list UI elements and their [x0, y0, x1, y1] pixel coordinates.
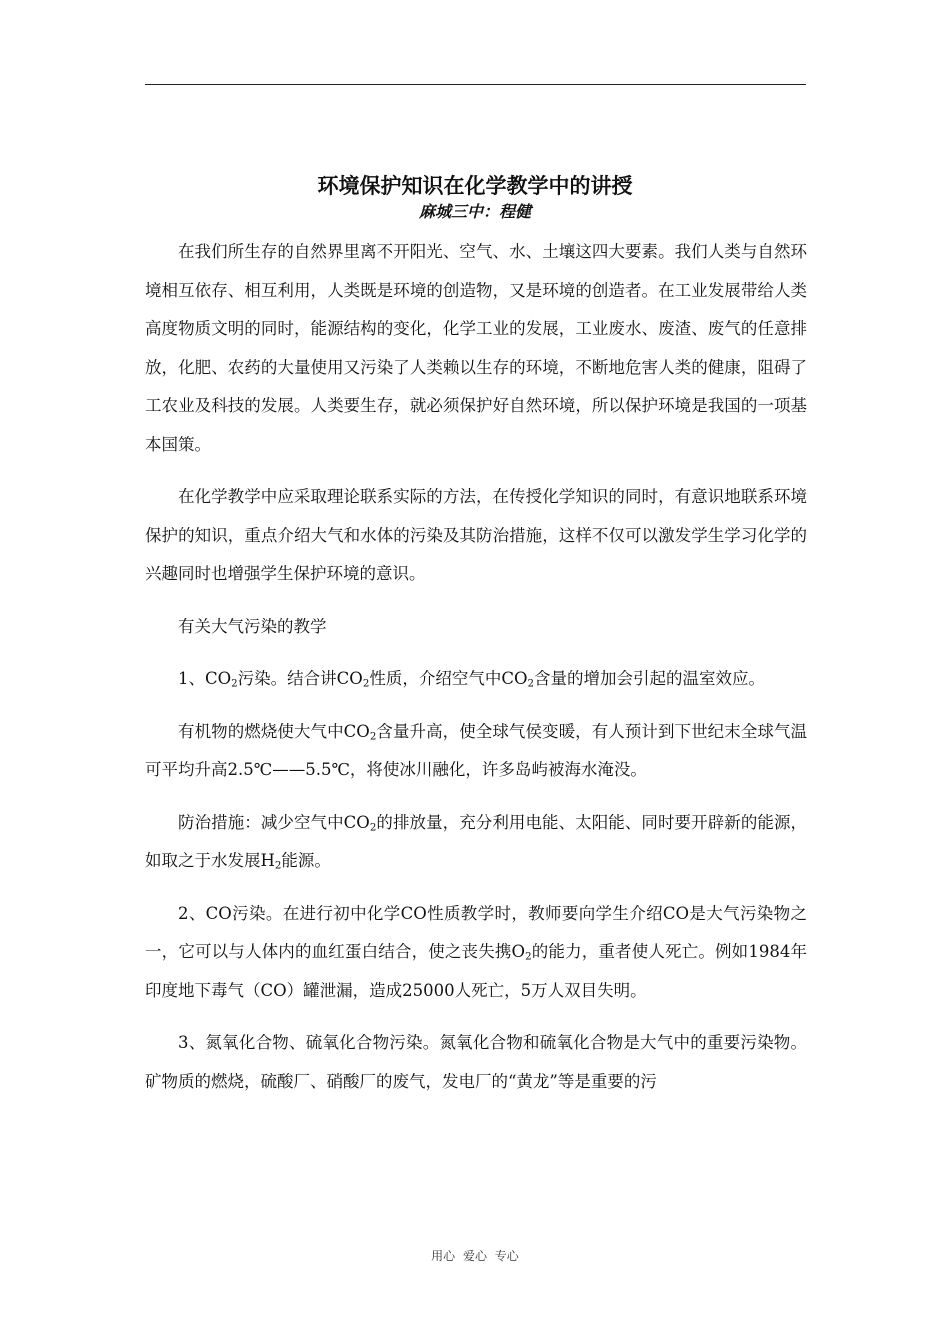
- subscript: 2: [527, 678, 535, 690]
- text-run: 性质，介绍空气中CO: [369, 669, 528, 688]
- document-author: 麻城三中：程健: [418, 202, 531, 221]
- paragraph-greenhouse-effect: [145, 713, 807, 790]
- text-run: 含量的增加会引起的温室效应。: [534, 669, 766, 688]
- text-run: 防治措施：减少空气中CO: [178, 812, 370, 832]
- text-run: 1、CO: [178, 669, 232, 688]
- text-run: 2、CO污染。在进行初中化学CO性质教学时，教师要向学生介绍CO是大气污染物之一，它可以与人体内的血红蛋白结合，使之丧失携O: [145, 903, 807, 961]
- paragraph-co2-pollution: [145, 660, 807, 699]
- text-run: 的排放量，充分利用电能、太阳能、同时要开辟新的能源，如取之于水发展H: [145, 812, 808, 870]
- paragraph-intro: 在我们所生存的自然界里离不开阳光、空气、水、土壤这四大要素。我们人类与自然环境相互依存、相互利用，人类既是环境的创造物，又是环境的创造者。在工业发展带给人类高度物质文明的同时，能源结构的变化，化学工业的发展，工业废水、废渣、废气的任意排放，化肥、农药的大量使用又污染了人类赖以生存的环境，不断地危害人类的健康，阻碍了工农业及科技的发展。人类要生存，就必须保护好自然环境，所以保护环境是我国的一项基本国策。: [145, 242, 807, 454]
- paragraph-prevention-measures: [145, 804, 807, 881]
- text-run: 能源。: [281, 851, 331, 870]
- paragraph-nox-sox-pollution: 3、氮氧化合物、硫氧化合物污染。氮氧化合物和硫氧化合物是大气中的重要污染物。矿物质的燃烧，硫酸厂、硝酸厂的废气，发电厂的“黄龙”等是重要的污: [145, 1033, 807, 1091]
- subscript: 2: [369, 822, 377, 834]
- section-heading-air-pollution: 有关大气污染的教学: [178, 616, 327, 636]
- document-body: [145, 233, 807, 1101]
- subscript: 2: [274, 860, 282, 872]
- text-run: 的能力，重者使人死亡。例如1984年印度地下毒气（CO）罐泄漏，造成25000人死亡，5万人双目失明。: [145, 942, 807, 1000]
- subscript: 2: [369, 731, 377, 743]
- text-run: 含量升高，使全球气侯变暖，有人预计到下世纪末全球气温可平均升高2.5℃——5.5℃，将使冰川融化，许多岛屿被海水淹没。: [145, 721, 808, 779]
- subscript: 2: [525, 951, 532, 963]
- document-title: 环境保护知识在化学教学中的讲授: [317, 173, 633, 198]
- subscript: 2: [231, 678, 238, 690]
- text-run: 污染。结合讲CO: [237, 669, 363, 688]
- page-footer: 用心 爱心 专心: [431, 1249, 519, 1263]
- text-run: 有机物的燃烧使大气中CO: [178, 721, 370, 741]
- paragraph-teaching-method: 在化学教学中应采取理论联系实际的方法，在传授化学知识的同时，有意识地联系环境保护的知识，重点介绍大气和水体的污染及其防治措施，这样不仅可以激发学生学习化学的兴趣同时也增强学生保护环境的意识。: [145, 487, 807, 583]
- subscript: 2: [362, 678, 370, 690]
- header-rule: [145, 84, 806, 85]
- paragraph-co-pollution: [145, 895, 807, 1011]
